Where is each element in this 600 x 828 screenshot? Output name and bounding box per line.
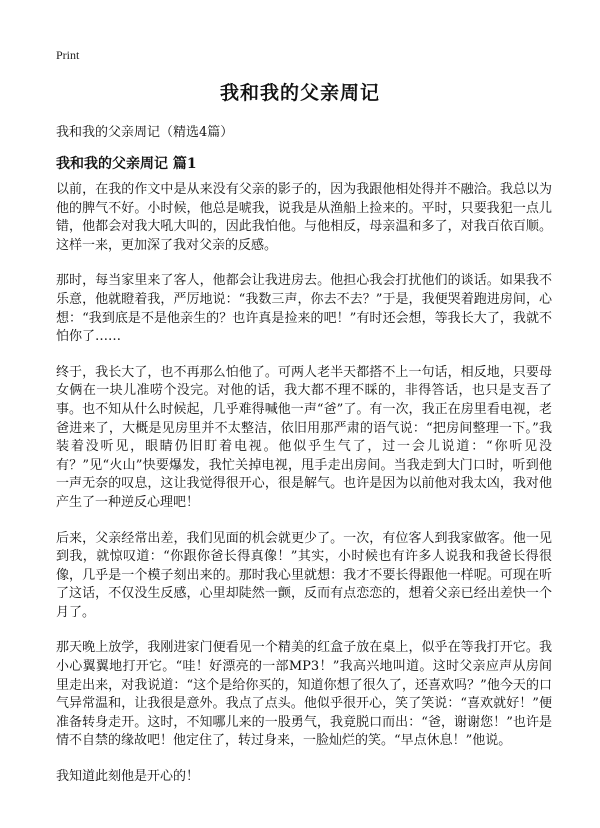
article-body	[56, 181, 552, 804]
section-heading: 我和我的父亲周记 篇1	[56, 156, 197, 172]
paragraph: 以前，在我的作文中是从来没有父亲的影子的，因为我跟他相处得并不融洽。我总以为他的脾气不好。小时候，他总是唬我，说我是从渔船上捡来的。平时，只要我犯一点儿错，他都会对我大吼大叫的，因此我怕他。与他相反，母亲温和多了，对我百依百顺。这样一来，更加深了我对父亲的反感。	[56, 182, 552, 253]
page-title: 我和我的父亲周记	[219, 82, 380, 104]
print-link[interactable]: Print	[56, 48, 80, 62]
document-subtitle: 我和我的父亲周记（精选4篇）	[56, 125, 234, 140]
paragraph: 后来，父亲经常出差，我们见面的机会就更少了。一次，有位客人到我家做客。他一见到我，就惊叹道：“你跟你爸长得真像！”其实，小时候也有许多人说我和我爸长得很像，几乎是一个模子刻出来的。那时我心里就想：我才不要长得跟他一样呢。可现在听了这话，不仅没生反感，心里却陡然一颤，反而有点恋恋的，想着父亲已经出差快一个月了。	[56, 530, 552, 620]
paragraph: 那天晚上放学，我刚进家门便看见一个精美的红盒子放在桌上，似乎在等我打开它。我小心翼翼地打开它。“哇！好漂亮的一部MP3！”我高兴地叫道。这时父亲应声从房间里走出来，对我说道：“这个是给你买的，知道你想了很久了，还喜欢吗？”他今天的口气异常温和，让我很是意外。我点了点头。他似乎很开心，笑了笑说：“喜欢就好！”便准备转身走开。这时，不知哪儿来的一股勇气，我竟脱口而出：“爸，谢谢您！”也许是情不自禁的缘故吧！他定住了，转过身来，一脸灿烂的笑。“早点休息！”他说。	[56, 640, 552, 749]
paragraph: 那时，每当家里来了客人，他都会让我进房去。他担心我会打扰他们的谈话。如果我不乐意，他就瞪着我，严厉地说：“我数三声，你去不去？”于是，我便哭着跑进房间，心想：“我到底是不是他亲生的？也许真是捡来的吧！”有时还会想，等我长大了，我就不怕你了……	[56, 273, 552, 345]
paragraph: 终于，我长大了，也不再那么怕他了。可两人老半天都搭不上一句话，相反地，只要母女俩在一块儿准唠个没完。对他的话，我大都不理不睬的，非得答话，也只是支吾了事。也不知从什么时候起，几乎难得喊他一声“爸”了。有一次，我正在房里看电视，老爸进来了，大概是见房里并不太整洁，依旧用那严肃的语气说：“把房间整理一下。”我装着没听见，眼睛仍旧盯着电视。他似乎生气了，过一会儿说道：“你听见没有？”见“火山”快要爆发，我忙关掉电视，甩手走出房间。当我走到大门口时，听到他一声无奈的叹息，这让我觉得很开心，很是解气。也许是因为以前他对我太凶，我对他产生了一种逆反心理吧！	[56, 364, 552, 510]
paragraph: 我知道此刻他是开心的！	[56, 769, 200, 785]
